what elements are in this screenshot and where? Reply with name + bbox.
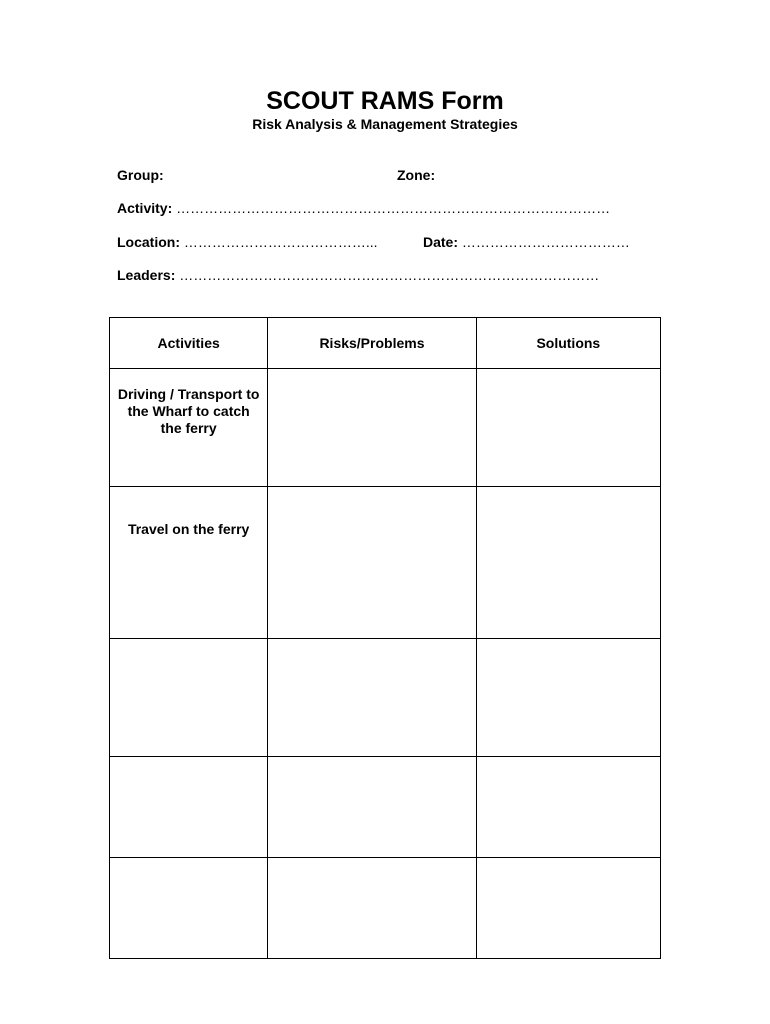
group-field[interactable] (117, 166, 164, 184)
activity-text: Travel on the ferry (127, 521, 250, 537)
zone-label: Zone: (397, 167, 436, 183)
risks-cell[interactable] (268, 369, 476, 487)
risks-cell[interactable] (268, 858, 476, 959)
activity-text: Driving / Transport to the Wharf to catch the ferry (117, 386, 260, 436)
solutions-cell[interactable] (476, 858, 660, 959)
leaders-field[interactable] (117, 266, 599, 284)
activity-cell[interactable] (110, 639, 268, 757)
activity-cell[interactable] (110, 369, 268, 487)
activity-cell[interactable] (110, 757, 268, 858)
zone-field[interactable] (397, 166, 435, 184)
table-row (110, 757, 661, 858)
table-header-row (110, 318, 661, 369)
location-label: Location: (117, 234, 180, 250)
risks-cell[interactable] (268, 639, 476, 757)
activity-dotted-line: ………………………………………………………………………………… (172, 200, 611, 216)
date-label: Date: (423, 234, 459, 250)
solutions-cell[interactable] (476, 757, 660, 858)
form-title: SCOUT RAMS Form (266, 87, 504, 115)
activity-cell[interactable] (110, 858, 268, 959)
table-row (110, 858, 661, 959)
activity-cell[interactable] (110, 487, 268, 639)
leaders-label: Leaders: (117, 267, 176, 283)
group-label: Group: (117, 167, 164, 183)
header-risks-problems: Risks/Problems (268, 318, 476, 369)
solutions-cell[interactable] (476, 639, 660, 757)
solutions-cell[interactable] (476, 369, 660, 487)
activity-field[interactable] (117, 199, 610, 217)
risks-cell[interactable] (268, 757, 476, 858)
header-solutions: Solutions (476, 318, 660, 369)
solutions-cell[interactable] (476, 487, 660, 639)
date-field[interactable] (423, 233, 630, 251)
form-subtitle: Risk Analysis & Management Strategies (252, 116, 518, 132)
location-field[interactable] (117, 233, 378, 251)
header-activities: Activities (110, 318, 268, 369)
risks-cell[interactable] (268, 487, 476, 639)
date-dotted-line: ……………………………… (458, 234, 630, 250)
table-row (110, 487, 661, 639)
table-row (110, 639, 661, 757)
activity-label: Activity: (117, 200, 173, 216)
location-dotted-line: …………………………………... (180, 234, 378, 250)
rams-table (109, 317, 661, 959)
leaders-dotted-line: ……………………………………………………………………………… (175, 267, 600, 283)
table-row (110, 369, 661, 487)
